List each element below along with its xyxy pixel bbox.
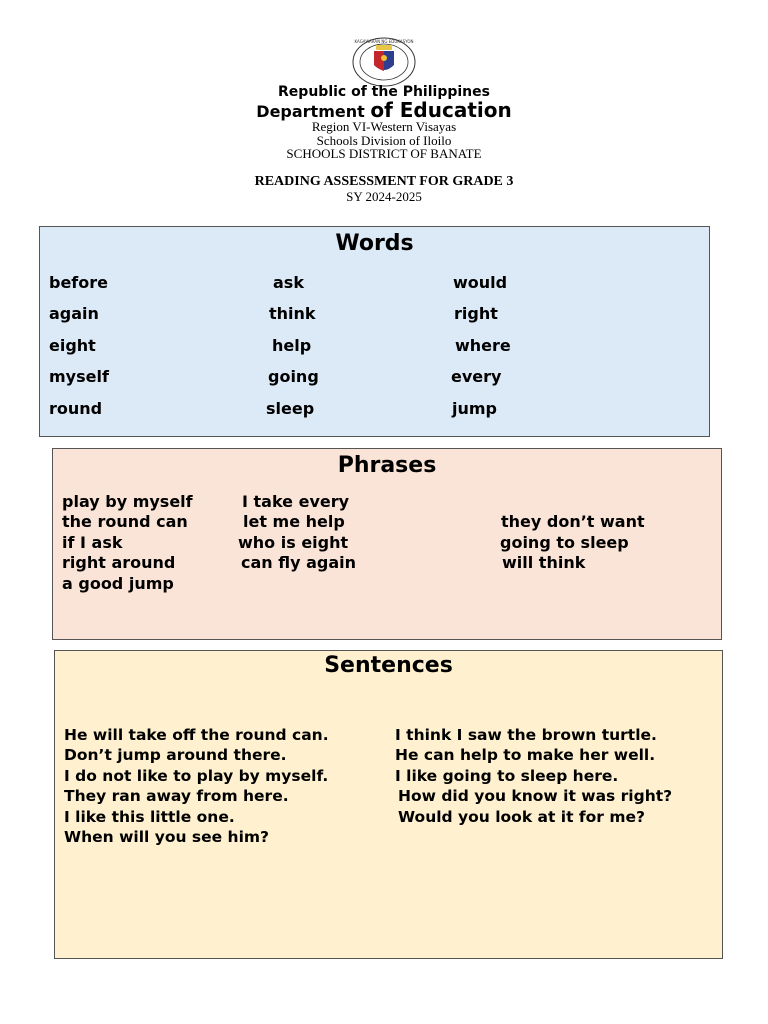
phrase-item: will think	[502, 553, 586, 572]
sentences-title: Sentences	[324, 653, 453, 678]
word-item: help	[272, 336, 312, 355]
words-title: Words	[335, 231, 414, 256]
phrase-item: they don’t want	[501, 512, 645, 531]
phrase-item: who is eight	[238, 533, 349, 552]
phrase-item: if I ask	[62, 533, 123, 552]
sentence-item: How did you know it was right?	[398, 787, 673, 805]
word-item: every	[451, 367, 502, 386]
republic-line: Republic of the Philippines	[278, 84, 490, 100]
word-item: before	[49, 273, 108, 292]
word-item: jump	[452, 399, 497, 418]
word-item: right	[454, 304, 498, 323]
word-item: ask	[273, 273, 304, 292]
phrase-item: play by myself	[62, 492, 193, 511]
assessment-title: READING ASSESSMENT FOR GRADE 3	[254, 174, 514, 189]
sentence-item: I like this little one.	[64, 808, 235, 826]
svg-text:KAGAWARAN NG EDUKASYON: KAGAWARAN NG EDUKASYON	[354, 39, 414, 44]
phrase-item: the round can	[62, 512, 188, 531]
sentence-item: Would you look at it for me?	[398, 808, 646, 826]
word-item: eight	[49, 336, 96, 355]
department-prefix: Department	[256, 102, 365, 121]
phrases-section	[52, 448, 722, 640]
division-line: Schools Division of Iloilo	[316, 133, 452, 148]
school-year: SY 2024-2025	[346, 189, 422, 204]
word-item: would	[453, 273, 508, 292]
word-item: round	[49, 399, 103, 418]
phrase-item: a good jump	[62, 574, 174, 593]
word-item: think	[269, 304, 316, 323]
sentence-item: I do not like to play by myself.	[64, 767, 329, 785]
deped-seal-icon	[352, 37, 416, 87]
phrase-item: going to sleep	[500, 533, 629, 552]
sentence-item: I think I saw the brown turtle.	[395, 726, 657, 744]
phrase-item: let me help	[243, 512, 345, 531]
phrase-item: can fly again	[241, 553, 357, 572]
word-item: again	[49, 304, 99, 323]
sentence-item: He can help to make her well.	[395, 746, 656, 764]
sentence-item: They ran away from here.	[64, 787, 289, 805]
region-line: Region VI-Western Visayas	[311, 119, 457, 134]
word-item: sleep	[266, 399, 315, 418]
sentence-item: He will take off the round can.	[64, 726, 329, 744]
words-section	[39, 226, 710, 437]
sentences-section	[54, 650, 723, 959]
phrase-item: right around	[62, 553, 176, 572]
sentence-item: When will you see him?	[64, 828, 270, 846]
department-main: of Education	[370, 98, 512, 122]
word-item: going	[268, 367, 319, 386]
sentence-item: I like going to sleep here.	[395, 767, 619, 785]
district-line: SCHOOLS DISTRICT OF BANATE	[286, 146, 482, 161]
phrase-item: I take every	[242, 492, 350, 511]
word-item: where	[455, 336, 511, 355]
word-item: myself	[49, 367, 109, 386]
phrases-title: Phrases	[337, 453, 437, 478]
sentence-item: Don’t jump around there.	[64, 746, 287, 764]
